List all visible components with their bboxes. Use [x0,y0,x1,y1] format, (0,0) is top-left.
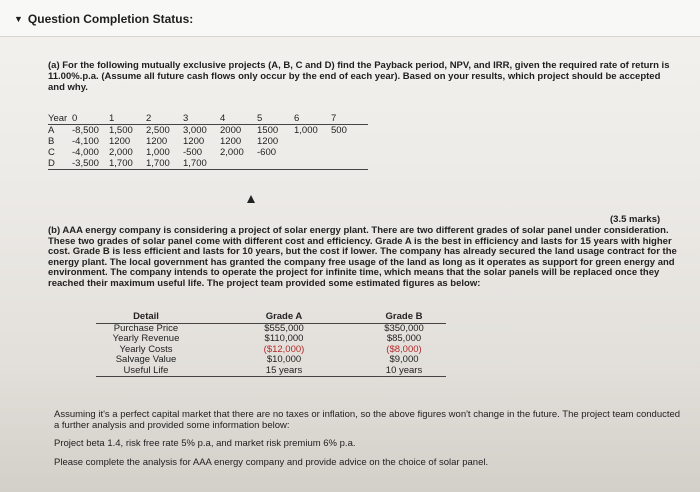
col-header: 6 [294,113,331,125]
cell: 2,000 [220,147,244,158]
cell [294,147,331,158]
header-bar [0,0,700,37]
cell: Useful Life [96,366,196,377]
cell: ($12,000) [263,343,305,355]
cell: 2,000 [109,147,133,158]
paragraph: Please complete the analysis for AAA energy company and provide advice on the choice of solar panel. [54,456,489,468]
cell: 1200 [183,136,205,147]
cell: -4,000 [72,147,99,158]
cell: 1200 [257,136,279,147]
table-row [48,125,368,137]
cell: -3,500 [72,158,109,170]
table-row [48,158,368,170]
projects-cashflow-table [48,113,368,170]
cell [257,158,294,170]
paragraph: Project beta 1.4, risk free rate 5% p.a, and market risk premium 6% p.a. [54,438,356,449]
marks-label: (3.5 marks) [610,214,661,225]
cell [220,158,257,170]
cell: 1,000 [294,125,318,136]
col-header: Year [48,113,72,125]
cell: $85,000 [386,333,422,344]
col-header: 7 [331,113,368,125]
cell: 500 [331,125,347,136]
completion-status-toggle[interactable] [14,12,193,26]
table-row [96,334,446,345]
cell: 1200 [109,136,131,147]
cell [294,136,331,147]
cell: Salvage Value [115,354,177,365]
cell [294,158,331,170]
cell: -600 [257,147,277,158]
solar-grade-table [96,312,446,377]
cell: B [48,136,55,147]
cell: D [48,158,72,170]
cell: 10 years [326,366,446,377]
cell: 1,000 [146,147,170,158]
cell [331,136,368,147]
cell [331,147,368,158]
cell: Purchase Price [113,322,179,334]
paragraph: Assuming it's a perfect capital market that there are no taxes or inflation, so the above figures won't change in the future. The project team conducted a further analysis and provided some information below: [54,409,681,431]
col-header: Grade A [242,312,326,323]
cell: C [48,147,55,158]
table-row [96,366,446,377]
cell: 1200 [146,136,168,147]
cell: Yearly Revenue [112,333,180,344]
mouse-cursor-icon [247,195,255,203]
cell: $9,000 [389,354,419,365]
col-header: Grade B [326,312,446,323]
cell: 1500 [257,125,279,136]
part-a-text: (a) For the following mutually exclusive projects (A, B, C and D) find the Payback period, NPV, and IRR, given the required rate of return is 11.00%.p.a. (Assume all future cash flows only occur by the end of each year). Based on your results, which project should be accepted and why. [48,60,670,93]
cell: $110,000 [264,333,304,344]
cell: -4,100 [72,136,99,147]
cell: 1,700 [183,158,220,170]
cell: ($8,000) [386,343,422,355]
question-part-a [48,60,698,170]
col-header: 1 [109,113,146,125]
cell: Yearly Costs [119,343,173,355]
cell: 15 years [242,366,326,377]
col-header: 5 [257,113,294,125]
col-header: 4 [220,113,257,125]
table-row [48,147,368,158]
cell [331,158,368,170]
cell: $10,000 [266,354,302,365]
col-header: 2 [146,113,183,125]
cell: 1,500 [109,125,133,136]
cell: 2000 [220,125,242,136]
cell: 1,700 [109,158,146,170]
cell: $555,000 [264,322,304,334]
cell: 1200 [220,136,242,147]
table-row [96,355,446,366]
cell: 1,700 [146,158,183,170]
cell: $350,000 [384,322,424,334]
col-header: Detail [96,312,196,323]
cell: 3,000 [183,125,207,136]
part-c-text [54,410,684,476]
col-header: 0 [72,113,109,125]
table-header-row [48,113,368,125]
part-b-text: (b) AAA energy company is considering a project of solar energy plant. There are two different grades of solar panel under consideration. These two grades of solar panel come with different cost and efficiency. Grade A is the best in efficiency and lasts for 15 years with higher cost. Grade B is less efficient and lasts for 10 years, but the cost if lower. The company has already secured the land usage contract for the energy plant. The local government has granted the company free usage of the land as long as it operates as support for green energy and environment. The company intends to operate the project for infinite time, which means that the solar panels will be replaced once they reached their maximum useful life. The project team provided some estimated figures as below: [48,225,677,289]
status-title: Question Completion Status: [27,12,194,26]
table-row [48,136,368,147]
cell: -500 [183,147,203,158]
col-header: 3 [183,113,220,125]
cell: A [48,125,55,136]
cell: -8,500 [72,125,99,136]
cell: 2,500 [146,125,170,136]
chevron-down-icon: ▼ [14,14,23,24]
table-header-row [96,312,446,323]
